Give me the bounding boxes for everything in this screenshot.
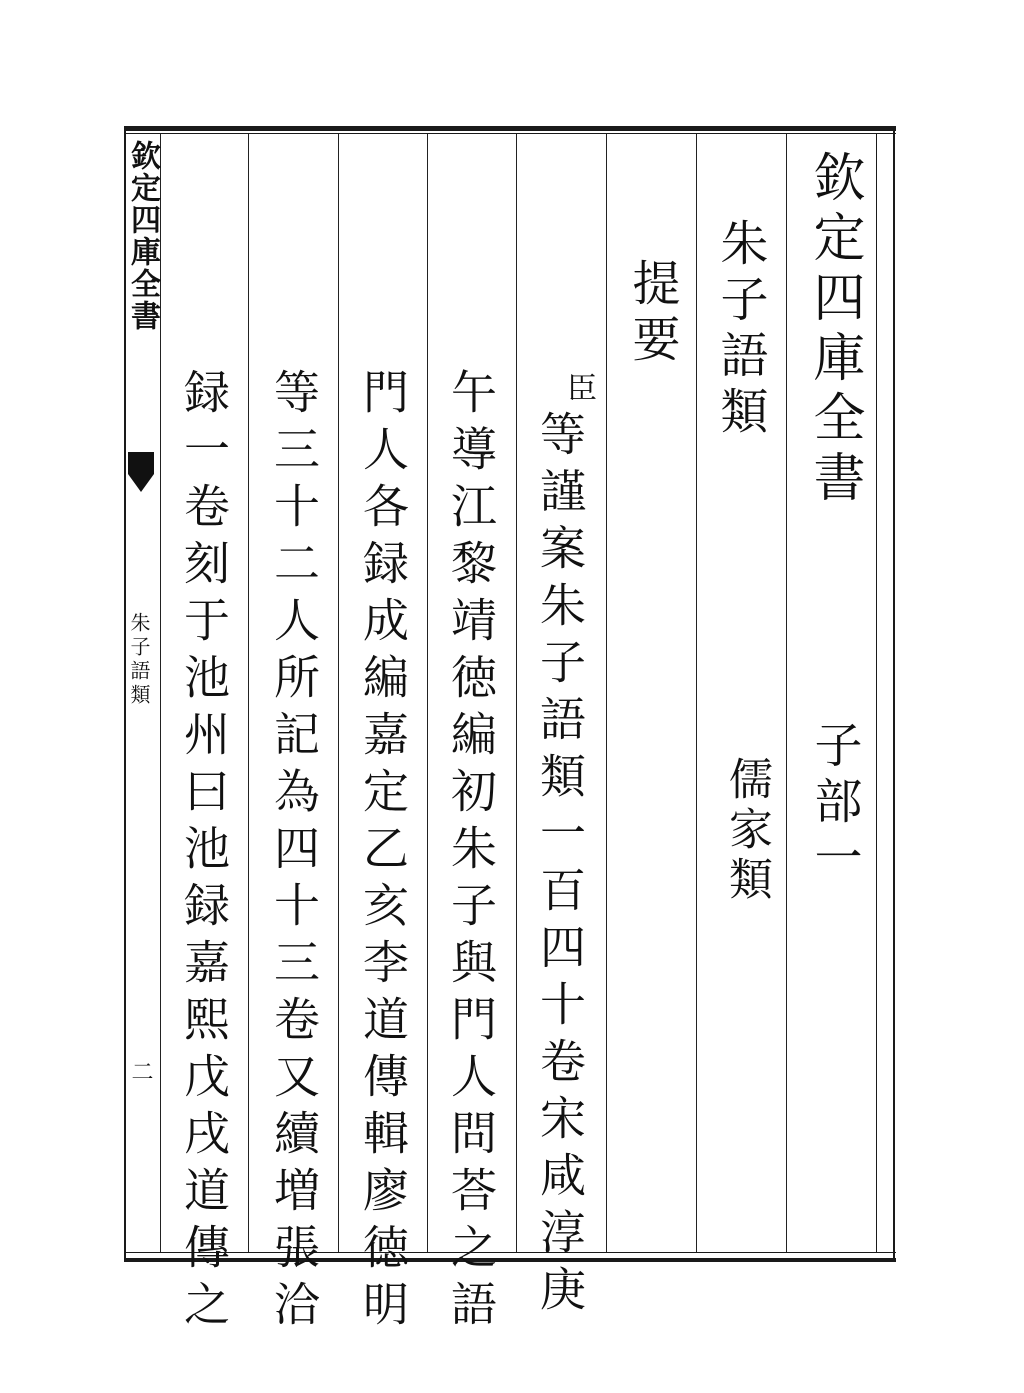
frame-right-rule [893,126,895,1262]
collection-title: 欽定四庫全書 [804,150,864,510]
text-column: 門人各録成編嘉定乙亥李道傳輯廖徳明 [356,368,410,1337]
column-divider [248,134,249,1252]
text-column: 等三十二人所記為四十三卷又續増張洽 [267,368,321,1337]
frame-bottom-inner-rule [124,1252,896,1253]
frame-top-rule [124,126,896,131]
text-column: 等謹案朱子語類一百四十卷宋咸淳庚 [533,410,587,1322]
section-label: 子部一 [806,720,862,888]
text-column: 録一卷刻于池州曰池録嘉熙戊戌道傳之 [177,368,231,1337]
official-mark: 臣 [561,372,596,402]
frame-bottom-rule [124,1258,896,1262]
spine-title: 欽定四庫全書 [125,140,160,332]
frame-top-inner-rule [124,133,896,134]
spine-page-number: 二 [128,1060,153,1082]
column-divider [338,134,339,1252]
spine-book-title: 朱子語類 [127,612,151,708]
category-label: 儒家類 [721,756,772,906]
frame-inner-right-rule [876,134,877,1252]
column-divider [696,134,697,1252]
column-divider [516,134,517,1252]
heading-tiyao: 提要 [624,258,680,370]
text-column: 午導江黎靖徳編初朱子與門人問荅之語 [444,368,498,1337]
book-title: 朱子語類 [712,218,768,442]
column-divider [427,134,428,1252]
column-divider [606,134,607,1252]
column-divider [786,134,787,1252]
column-divider [160,134,161,1252]
